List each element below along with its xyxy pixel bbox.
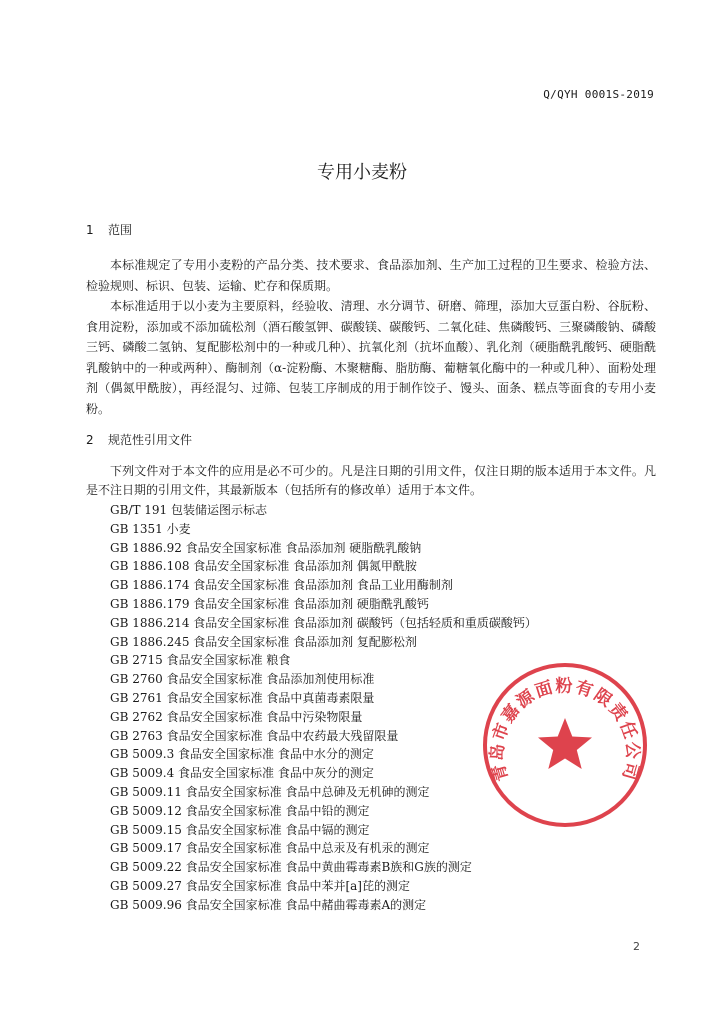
reference-item: GB 5009.15 食品安全国家标准 食品中镉的测定 [110,822,370,837]
reference-item: GB 5009.11 食品安全国家标准 食品中总砷及无机砷的测定 [110,784,430,799]
reference-item: GB 1886.245 食品安全国家标准 食品添加剂 复配膨松剂 [110,634,417,649]
reference-item: GB 5009.96 食品安全国家标准 食品中赭曲霉毒素A的测定 [110,897,427,912]
reference-item: GB 1886.108 食品安全国家标准 食品添加剂 偶氮甲酰胺 [110,559,417,574]
references-intro: 下列文件对于本文件的应用是必不可少的。凡是注日期的引用文件，仅注日期的版本适用于本文件。凡是不注日期的引用文件，其最新版本（包括所有的修改单）适用于本文件。 [86,464,656,497]
reference-item: GB 1886.174 食品安全国家标准 食品添加剂 食品工业用酶制剂 [110,578,453,593]
seal-star-icon [538,718,592,769]
company-seal [480,660,650,830]
reference-item: GB 2760 食品安全国家标准 食品添加剂使用标准 [110,672,375,687]
reference-item: GB 2715 食品安全国家标准 粮食 [110,653,291,668]
reference-item: GB 2763 食品安全国家标准 食品中农药最大残留限量 [110,728,399,743]
section-1-body [86,255,656,419]
reference-item: GB 2762 食品安全国家标准 食品中污染物限量 [110,709,363,724]
reference-item: GB 2761 食品安全国家标准 食品中真菌毒素限量 [110,690,375,705]
scope-paragraph-1: 本标准规定了专用小麦粉的产品分类、技术要求、食品添加剂、生产加工过程的卫生要求、检验方法、检验规则、标识、包装、运输、贮存和保质期。 [86,258,656,293]
section-2-heading [86,431,192,448]
reference-item: GB 1886.214 食品安全国家标准 食品添加剂 碳酸钙（包括轻质和重质碳酸钙） [110,615,537,630]
section-1-heading [86,221,132,238]
reference-item: GB 1886.92 食品安全国家标准 食品添加剂 硬脂酰乳酸钠 [110,540,422,555]
section-1-title: 范围 [108,223,133,237]
document-code: Q/QYH 0001S-2019 [543,88,654,101]
section-2-body [86,462,656,500]
seal-text: 青岛市嘉源面粉有限责任公司 [487,676,643,784]
reference-item: GB 5009.3 食品安全国家标准 食品中水分的测定 [110,747,374,762]
reference-item: GB 5009.27 食品安全国家标准 食品中苯并[a]芘的测定 [110,878,410,893]
section-2-number: 2 [86,433,94,447]
reference-item: GB 5009.12 食品安全国家标准 食品中铅的测定 [110,803,370,818]
page-number: 2 [633,940,640,953]
scope-paragraph-2: 本标准适用于以小麦为主要原料，经验收、清理、水分调节、研磨、筛理，添加大豆蛋白粉、谷朊粉、食用淀粉，添加或不添加硫松剂（酒石酸氢钾、碳酸镁、碳酸钙、二氧化硅、焦磷酸钙、三聚磷酸钠、磷酸三钙、磷酸二氢钠、复配膨松剂中的一种或几种）、抗氧化剂（抗坏血酸）、乳化剂（硬脂酰乳酸钙、硬脂酰乳酸钠中的一种或两种）、酶制剂（α-淀粉酶、木聚糖酶、脂肪酶、葡糖氧化酶中的一种或几种）、面粉处理剂（偶氮甲酰胺），再经混匀、过筛、包装工序制成的用于制作饺子、馒头、面条、糕点等面食的专用小麦粉。 [86,299,656,416]
reference-list [110,501,537,915]
reference-item: GB/T 191 包装储运图示标志 [110,503,267,517]
document-title: 专用小麦粉 [317,162,407,183]
section-2-title: 规范性引用文件 [108,433,193,447]
reference-item: GB 1886.179 食品安全国家标准 食品添加剂 硬脂酰乳酸钙 [110,596,429,611]
reference-item: GB 5009.4 食品安全国家标准 食品中灰分的测定 [110,766,374,781]
reference-item: GB 5009.17 食品安全国家标准 食品中总汞及有机汞的测定 [110,841,430,856]
reference-item: GB 5009.22 食品安全国家标准 食品中黄曲霉毒素B族和G族的测定 [110,860,472,875]
section-1-number: 1 [86,223,94,237]
reference-item: GB 1351 小麦 [110,521,191,536]
